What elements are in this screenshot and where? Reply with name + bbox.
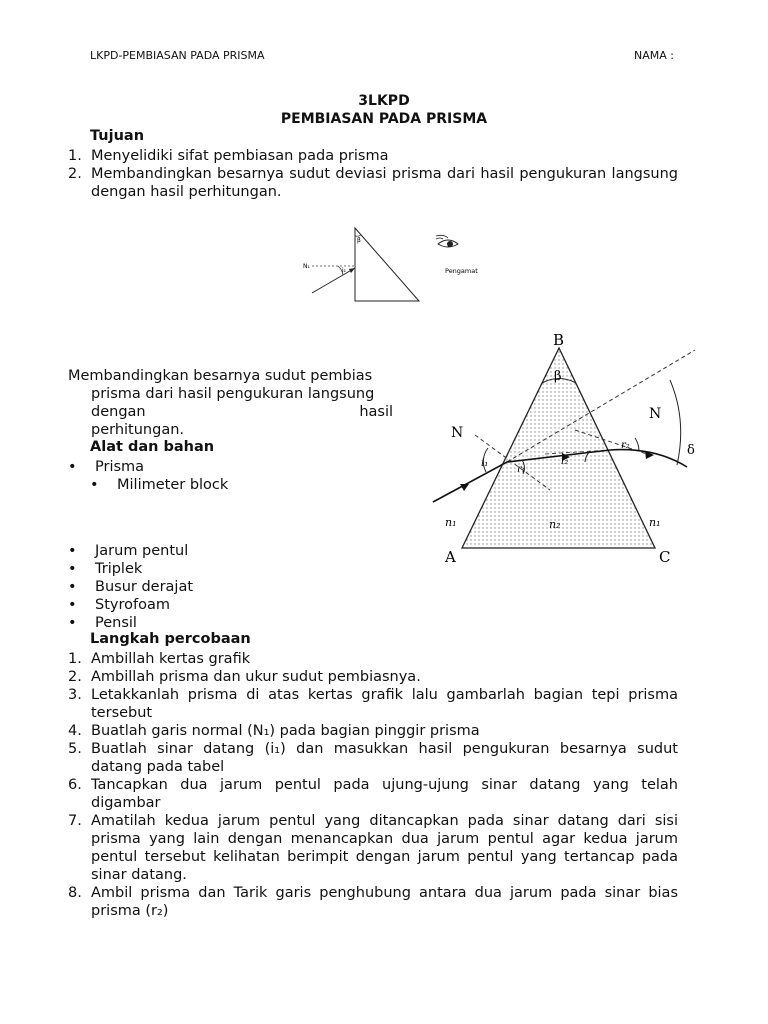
alat-list-2 xyxy=(90,476,228,494)
list-item: 5. Buatlah sinar datang (i₁) dan masukkan hasil pengukuran besarnya sudut datang pada tabel xyxy=(68,741,678,775)
tujuan-list xyxy=(68,147,678,201)
small-incident-ray xyxy=(312,268,355,293)
list-item: • Busur derajat xyxy=(68,579,194,595)
beta-label: β xyxy=(554,369,562,384)
n1-right-label: n₁ xyxy=(649,516,661,529)
alat-list-1 xyxy=(68,458,144,476)
list-item: 1. Menyelidiki sifat pembiasan pada prisma xyxy=(68,148,389,164)
list-item: 6. Tancapkan dua jarum pentul pada ujung-ujung sinar datang yang telah digambar xyxy=(68,777,678,811)
list-item: 2. Ambillah prisma dan ukur sudut pembiasnya. xyxy=(68,669,421,685)
delta-label: δ xyxy=(687,443,695,458)
normal-n-right-label: N xyxy=(649,406,662,422)
section-heading-tujuan: Tujuan xyxy=(90,128,145,144)
i2-label: i₂ xyxy=(561,456,569,467)
header-name-field: NAMA : xyxy=(634,49,674,62)
langkah-list xyxy=(68,650,678,920)
list-item: • Styrofoam xyxy=(68,597,170,613)
vertex-b-label: B xyxy=(553,331,565,349)
small-prism-triangle xyxy=(355,228,419,301)
list-item: • Triplek xyxy=(68,561,143,577)
i1-label: i₁ xyxy=(481,458,489,469)
list-item: 1. Ambillah kertas grafik xyxy=(68,651,251,667)
normal-n-left-label: N xyxy=(451,425,464,441)
document-subtitle: PEMBIASAN PADA PRISMA xyxy=(280,111,488,127)
section-heading-langkah: Langkah percobaan xyxy=(90,631,251,647)
list-item: 3. Letakkanlah prisma di atas kertas grafik lalu gambarlah bagian tepi prisma tersebut xyxy=(68,687,678,721)
list-item: • Prisma xyxy=(68,459,145,475)
intro-paragraph: Membandingkan besarnya sudut pembias prisma dari hasil pengukuran langsung dengan hasil perhitungan. xyxy=(68,368,393,438)
list-item: 8. Ambil prisma dan Tarik garis penghubung antara dua jarum pada sinar bias prisma (r₂) xyxy=(68,885,678,919)
n2-label: n₂ xyxy=(549,518,561,531)
list-item: 2. Membandingkan besarnya sudut deviasi prisma dari hasil pengukuran langsung dengan hasil perhitungan. xyxy=(68,166,678,200)
vertex-c-label: C xyxy=(659,548,671,566)
eye-icon xyxy=(436,235,458,247)
list-item: 4. Buatlah garis normal (N₁) pada bagian pinggir prisma xyxy=(68,723,480,739)
document-title: 3LKPD xyxy=(358,93,410,109)
small-n1-label: N₁ xyxy=(303,263,310,270)
deviation-arc xyxy=(670,380,681,465)
small-beta-label: β xyxy=(357,237,361,244)
list-item: • Milimeter block xyxy=(90,477,229,493)
small-prism-figure xyxy=(298,222,488,307)
alat-list-3 xyxy=(68,542,193,632)
prism-refraction-diagram xyxy=(425,330,705,570)
vertex-a-label: A xyxy=(445,548,456,566)
list-item: • Pensil xyxy=(68,615,137,631)
r1-label: r₁ xyxy=(517,464,526,475)
n1-left-label: n₁ xyxy=(445,516,457,529)
observer-label: Pengamat xyxy=(445,267,478,275)
r2-label: r₂ xyxy=(621,440,630,451)
header-title: LKPD-PEMBIASAN PADA PRISMA xyxy=(90,49,265,62)
list-item: 7. Amatilah kedua jarum pentul yang ditancapkan pada sinar datang dari sisi prisma yang lain dengan menancapkan dua jarum pentul agar kedua jarum pentul tersebut kelihatan berimpit dengan jarum pentul yang tertancap pada sinar datang. xyxy=(68,813,678,883)
section-heading-alat: Alat dan bahan xyxy=(90,439,215,455)
small-i1-label: i₁ xyxy=(342,267,347,274)
list-item: • Jarum pentul xyxy=(68,543,189,559)
